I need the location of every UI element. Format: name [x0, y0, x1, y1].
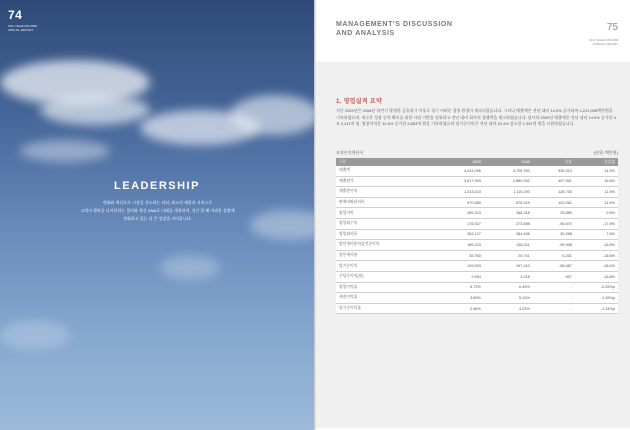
section-title-line: AND ANALYSIS [336, 30, 395, 37]
table-cell: 4,241,096 [435, 166, 484, 176]
table-cell: 법인세비용 [336, 250, 435, 261]
table-cell: 당기순이익률 [336, 303, 435, 314]
table-cell: 180,211 [484, 240, 533, 251]
table-cell: 4.23% [484, 303, 533, 314]
cloud [20, 140, 110, 162]
table-cell: 3,218 [484, 271, 533, 282]
unit-label: (단위: 백만원) [593, 150, 618, 155]
table-cell: 283,127 [435, 229, 484, 240]
table-row [336, 271, 618, 282]
table-cell: -18.6% [575, 240, 618, 251]
table-cell: 384,408 [484, 229, 533, 240]
table-cell: -18.5% [575, 250, 618, 261]
table-title: 요약손익계산서 [336, 150, 364, 155]
left-page-caption: SKC TELECOM 2009 ANNUAL REPORT [8, 24, 37, 32]
table-cell: 세전이익률 [336, 293, 435, 304]
table-cell: 25,689 [533, 208, 575, 219]
table-cell: 14.5% [575, 166, 618, 176]
table-cell: -18.4% [575, 261, 618, 272]
table-cell: -1.45%p [575, 293, 618, 304]
subheading: 1. 영업실적 요약 [336, 99, 383, 105]
table-cell: 102,061 [533, 197, 575, 208]
table-cell: 3,617,993 [435, 176, 484, 187]
cloud [160, 255, 220, 280]
table-cell: 176,927 [435, 218, 484, 229]
table-cell: 139,093 [435, 261, 484, 272]
table-cell: 매출총이익 [336, 187, 435, 198]
leadership-body-line: 고객이 행복을 디자인하는 창의와 혁신 DNA로 미래를 개척하며, 지난 한 해 어려운 상황에 [80, 208, 235, 213]
table-cell: 영업이익률 [336, 282, 435, 293]
table-header-cell: 구분 [336, 158, 435, 166]
table-row [336, 250, 618, 261]
table-cell: -1.34%p [575, 303, 618, 314]
table-cell: 35,760 [435, 250, 484, 261]
table-cell: 535,313 [533, 166, 575, 176]
table-cell: - [533, 303, 575, 314]
table-cell: 매출원가 [336, 176, 435, 187]
table-cell: 2,954 [435, 271, 484, 282]
table-row [336, 240, 618, 251]
table-cell: 185,223 [435, 240, 484, 251]
leadership-title: LEADERSHIP [114, 180, 200, 192]
table-cell: - [533, 282, 575, 293]
table-cell: 영업이익 [336, 208, 435, 219]
table-cell: 970,080 [435, 197, 484, 208]
table-row [336, 303, 618, 314]
cloud [40, 95, 150, 125]
table-cell: -95,938 [533, 240, 575, 251]
table-cell: -0.25%p [575, 282, 618, 293]
income-summary-table [336, 158, 618, 314]
table-cell: 285,323 [435, 208, 484, 219]
cloud [230, 95, 314, 135]
table-row [336, 282, 618, 293]
table-cell: 2,880,092 [484, 176, 533, 187]
table-cell: - [533, 293, 575, 304]
section-title [336, 20, 536, 38]
table-cell: 판매비와관리비 [336, 197, 435, 208]
table-cell: -96,670 [533, 218, 575, 229]
table-header-cell: 2008 [484, 158, 533, 166]
table-header-row [336, 158, 618, 166]
table-cell: 법인세비용차감전순이익 [336, 240, 435, 251]
table-header-cell: 증감률 [575, 158, 618, 166]
table-cell: 2.86% [435, 303, 484, 314]
leadership-body-line: 변화와 혁신으로 시장을 선도하는 리더, 최고의 제품과 서비스로 [102, 200, 213, 205]
table-cell: 273,598 [484, 218, 533, 229]
table-cell: 6.72% [435, 282, 484, 293]
table-cell: -58,487 [533, 261, 575, 272]
table-cell: 매출액 [336, 166, 435, 176]
table-row [336, 187, 618, 198]
left-page-number: 74 [8, 8, 23, 22]
table-row [336, 229, 618, 240]
table-header-cell: 증감 [533, 158, 575, 166]
table-row [336, 176, 618, 187]
table-cell: 16.6% [575, 176, 618, 187]
table-cell: 128,730 [533, 187, 575, 198]
section-title-line: MANAGEMENT'S DISCUSSION [336, 21, 453, 28]
table-cell: 11.6% [575, 197, 618, 208]
table-row [336, 166, 618, 176]
table-cell: 1,243,103 [435, 187, 484, 198]
table-cell: -17.8% [575, 218, 618, 229]
table-cell: 5.13% [484, 293, 533, 304]
table-row [336, 261, 618, 272]
table-cell: 268,318 [484, 208, 533, 219]
table-cell: 407,901 [533, 176, 575, 187]
table-row [336, 293, 618, 304]
leadership-body-line: 변화하고 있는 더 큰 성장을 이어갑니다. [123, 216, 192, 221]
table-cell: 30,288 [533, 229, 575, 240]
table-cell: 9.5% [575, 208, 618, 219]
table-header-cell: 2009 [435, 158, 484, 166]
cloud [250, 210, 314, 240]
right-page [316, 0, 630, 430]
table-cell: 영업외비용 [336, 229, 435, 240]
table-cell: 3.69% [435, 293, 484, 304]
table-cell: 1,115,293 [484, 187, 533, 198]
table-cell: 876,019 [484, 197, 533, 208]
leadership-body [70, 199, 245, 223]
table-row [336, 208, 618, 219]
table-cell: 29,741 [484, 250, 533, 261]
table-row [336, 218, 618, 229]
table-cell: -18.8% [575, 271, 618, 282]
intro-paragraph: 지난 2009년은 2008년 하반기 발생한 금융위기 이후로 경기 어려운 경영 환경이 계속되었습니다. 그러나 매출액은 전년 대비 14.5% 증가하여 4,241,096백만원을 기록하였으며, 새로운 성장 동력 확보를 위한 사업 기반을 강화하고 전년 대비 회사의 경쟁력을 제고하였습니다. 당사의 2009년 매출액은 전년 대비 14.5% 증가한 4조 2,411억 원, 영업이익은 10.6% 증가한 2,853억 원을 기록하였으며 당기순이익은 전년 대비 10.4% 감소한 1,391억 원을 시현하였습니다. [336, 108, 616, 126]
table-cell: 7.8% [575, 229, 618, 240]
table-cell: 당기순이익 [336, 261, 435, 272]
right-page-caption: SKC TELECOM 2009 ANNUAL REPORT [589, 38, 618, 46]
table-cell: 주당순이익(원) [336, 271, 435, 282]
table-cell: 11.5% [575, 187, 618, 198]
cloud [0, 320, 70, 350]
table-cell: 영업외수익 [336, 218, 435, 229]
right-page-number: 75 [606, 22, 618, 33]
table-cell: 197,410 [484, 261, 533, 272]
left-page-sky-photo [0, 0, 314, 430]
table-row [336, 197, 618, 208]
table-cell: -907 [533, 271, 575, 282]
table-cell: 3,705,783 [484, 166, 533, 176]
table-cell: 6,251 [533, 250, 575, 261]
table-cell: 6.49% [484, 282, 533, 293]
